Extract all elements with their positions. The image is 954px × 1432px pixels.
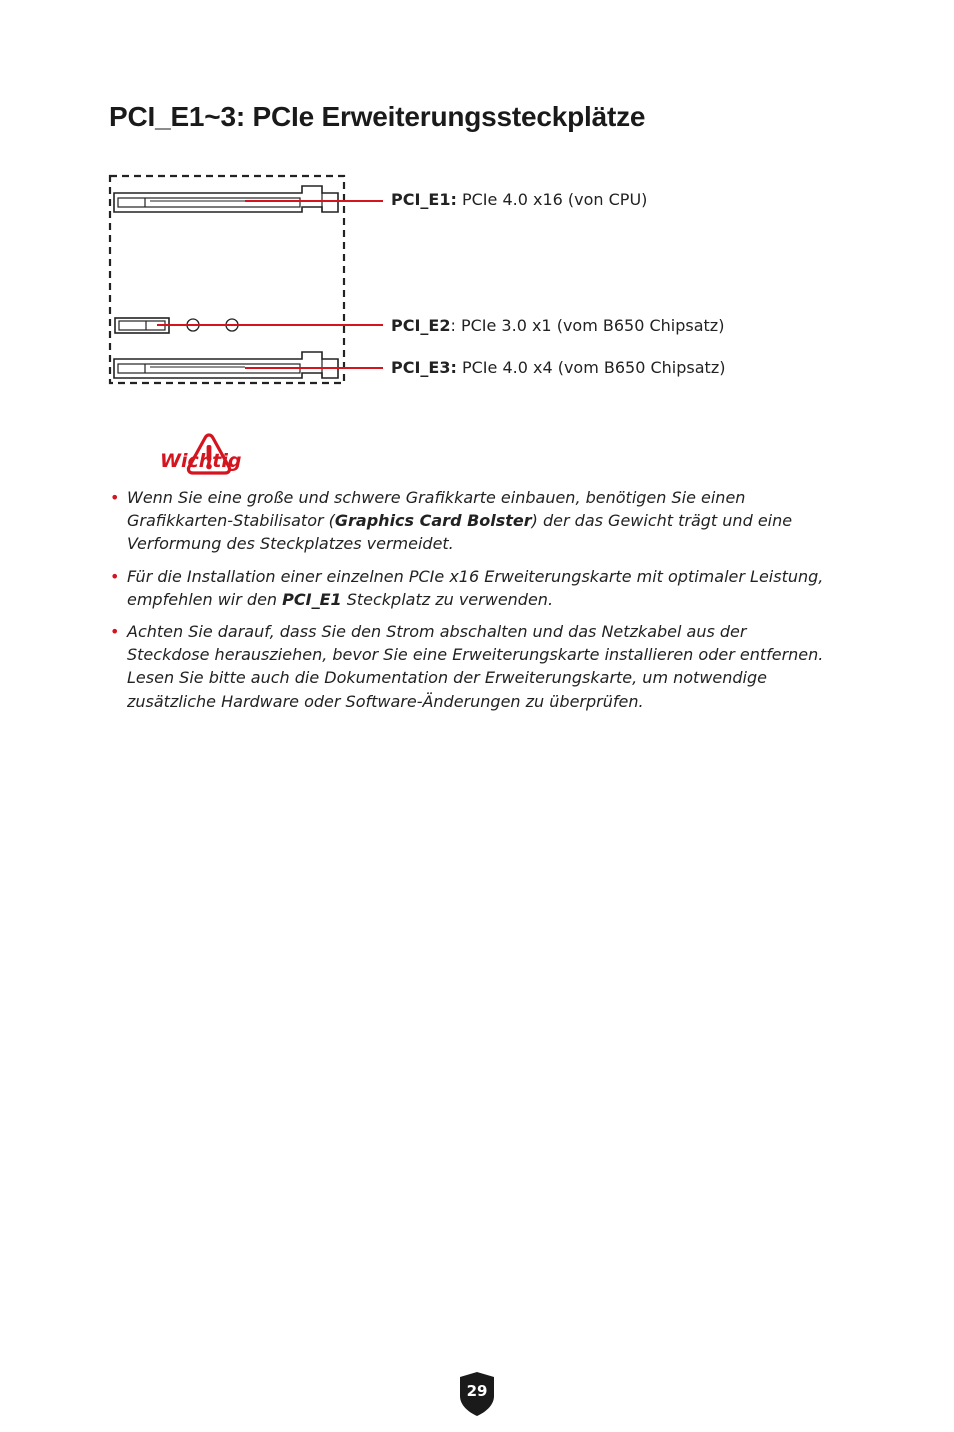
slot-pci-e3 (114, 352, 338, 378)
label-pci-e3 (391, 358, 725, 377)
note-text: Steckplatz zu verwenden. (341, 589, 554, 609)
notice-title: Wichtig (160, 450, 242, 472)
note-text: Achten Sie darauf, dass Sie den Strom abschalten und das Netzkabel aus der Steckdose herausziehen, bevor Sie eine Erweiterungskarte installieren oder entfernen. Lesen Sie bitte auch die Dokumentation der Erweiterungskarte, um notwendige zusätzliche Hardware oder Software-Änderungen zu überprüfen. (127, 622, 824, 711)
bullet-icon: • (110, 622, 120, 642)
note-text: Wenn Sie eine große und schwere Grafikkarte einbauen, benötigen Sie einen Grafikkarten-Stabilisator ( (127, 488, 746, 531)
page-title: PCI_E1~3: PCIe Erweiterungssteckplätze (109, 101, 646, 132)
slot-name: PCI_E3: (391, 358, 457, 377)
slot-name: PCI_E1: (391, 190, 457, 209)
label-pci-e1 (391, 190, 647, 209)
note-text: ) der das Gewicht trägt und eine Verformung des Steckplatzes vermeidet. (127, 511, 793, 554)
note-text: Für die Installation einer einzelnen PCIe x16 Erweiterungskarte mit optimaler Leistung, empfehlen wir den (127, 566, 824, 609)
slot-description: : PCIe 3.0 x1 (vom B650 Chipsatz) (450, 316, 725, 335)
list-item (109, 565, 829, 611)
slot-pci-e1 (114, 186, 338, 212)
list-item (109, 620, 829, 713)
slot-description: PCIe 4.0 x4 (vom B650 Chipsatz) (456, 358, 726, 377)
page-number: 29 (466, 1382, 488, 1400)
slot-description: PCIe 4.0 x16 (von CPU) (456, 190, 648, 209)
bullet-icon: • (110, 488, 120, 507)
note-bold: Graphics Card Bolster (334, 511, 532, 531)
bullet-icon: • (110, 566, 120, 586)
list-item (109, 486, 829, 556)
label-pci-e2 (391, 316, 724, 335)
notice-list (109, 486, 829, 722)
page-number-badge (458, 1371, 496, 1417)
slot-name: PCI_E2 (391, 316, 451, 335)
note-bold: PCI_E1 (282, 589, 342, 609)
